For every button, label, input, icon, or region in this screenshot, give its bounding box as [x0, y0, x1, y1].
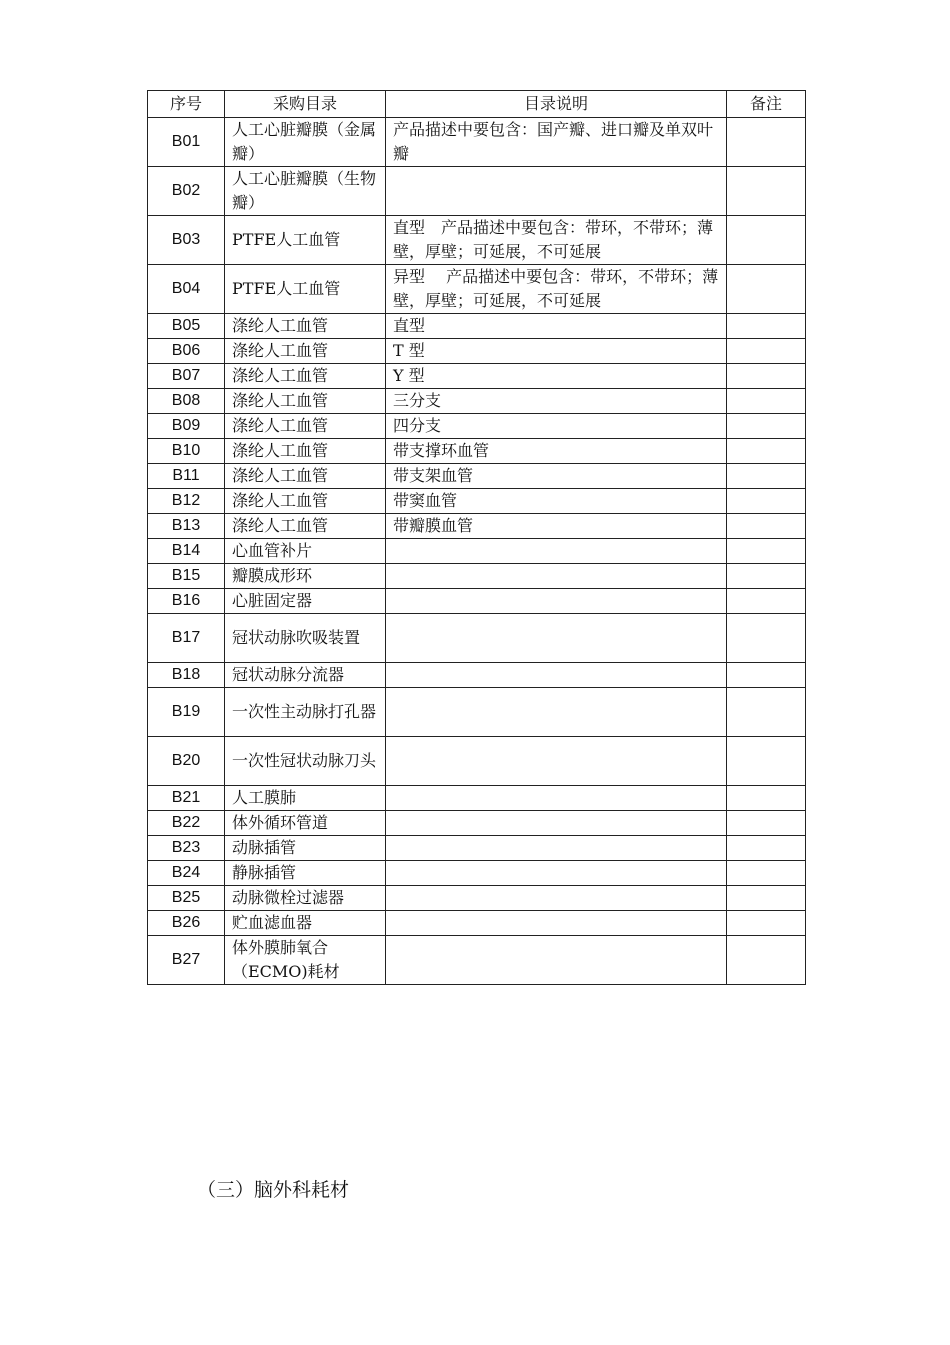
cell-desc	[386, 737, 727, 786]
cell-name: 人工心脏瓣膜（生物瓣）	[225, 167, 386, 216]
cell-code: B19	[148, 688, 225, 737]
cell-desc	[386, 564, 727, 589]
cell-note	[727, 414, 806, 439]
table-row	[148, 118, 806, 167]
cell-note	[727, 936, 806, 985]
cell-code: B14	[148, 539, 225, 564]
cell-name: 冠状动脉吹吸装置	[225, 614, 386, 663]
table-row	[148, 439, 806, 464]
table-row	[148, 811, 806, 836]
cell-name: 动脉插管	[225, 836, 386, 861]
cell-name: 瓣膜成形环	[225, 564, 386, 589]
cell-code: B02	[148, 167, 225, 216]
table-row	[148, 167, 806, 216]
cell-desc	[386, 167, 727, 216]
cell-code: B08	[148, 389, 225, 414]
cell-code: B18	[148, 663, 225, 688]
cell-name: 心血管补片	[225, 539, 386, 564]
header-name: 采购目录	[225, 91, 386, 118]
cell-desc	[386, 936, 727, 985]
cell-code: B15	[148, 564, 225, 589]
cell-code: B01	[148, 118, 225, 167]
cell-name: 涤纶人工血管	[225, 389, 386, 414]
cell-note	[727, 539, 806, 564]
cell-code: B27	[148, 936, 225, 985]
procurement-catalog-table	[147, 90, 806, 985]
cell-note	[727, 514, 806, 539]
table-row	[148, 464, 806, 489]
table-row	[148, 589, 806, 614]
cell-desc	[386, 811, 727, 836]
cell-note	[727, 489, 806, 514]
cell-code: B23	[148, 836, 225, 861]
cell-name: 涤纶人工血管	[225, 414, 386, 439]
table-row	[148, 861, 806, 886]
cell-note	[727, 564, 806, 589]
cell-name: 冠状动脉分流器	[225, 663, 386, 688]
cell-name: 人工心脏瓣膜（金属瓣）	[225, 118, 386, 167]
cell-note	[727, 688, 806, 737]
cell-code: B05	[148, 314, 225, 339]
table-row	[148, 514, 806, 539]
cell-name: 人工膜肺	[225, 786, 386, 811]
table-row	[148, 836, 806, 861]
cell-desc	[386, 886, 727, 911]
cell-name: 体外循环管道	[225, 811, 386, 836]
cell-code: B24	[148, 861, 225, 886]
cell-name: 贮血滤血器	[225, 911, 386, 936]
cell-code: B07	[148, 364, 225, 389]
cell-note	[727, 861, 806, 886]
cell-desc	[386, 911, 727, 936]
cell-desc: Y 型	[386, 364, 727, 389]
cell-note	[727, 439, 806, 464]
cell-note	[727, 786, 806, 811]
header-code: 序号	[148, 91, 225, 118]
cell-desc: 直型	[386, 314, 727, 339]
cell-name: 心脏固定器	[225, 589, 386, 614]
cell-note	[727, 836, 806, 861]
table-header-row	[148, 91, 806, 118]
table-row	[148, 614, 806, 663]
cell-note	[727, 911, 806, 936]
cell-desc: 异型 产品描述中要包含：带环，不带环；薄壁，厚壁；可延展，不可延展	[386, 265, 727, 314]
table-row	[148, 265, 806, 314]
cell-note	[727, 339, 806, 364]
cell-desc: 产品描述中要包含：国产瓣、进口瓣及单双叶瓣	[386, 118, 727, 167]
cell-note	[727, 614, 806, 663]
cell-name: PTFE人工血管	[225, 265, 386, 314]
cell-desc	[386, 836, 727, 861]
cell-note	[727, 464, 806, 489]
cell-desc	[386, 614, 727, 663]
cell-name: 涤纶人工血管	[225, 339, 386, 364]
cell-desc	[386, 539, 727, 564]
cell-code: B04	[148, 265, 225, 314]
table-row	[148, 539, 806, 564]
cell-name: 静脉插管	[225, 861, 386, 886]
cell-note	[727, 265, 806, 314]
cell-name: PTFE人工血管	[225, 216, 386, 265]
cell-code: B10	[148, 439, 225, 464]
cell-note	[727, 737, 806, 786]
cell-code: B25	[148, 886, 225, 911]
cell-code: B12	[148, 489, 225, 514]
cell-note	[727, 811, 806, 836]
cell-name: 涤纶人工血管	[225, 314, 386, 339]
cell-note	[727, 589, 806, 614]
table-row	[148, 737, 806, 786]
cell-code: B09	[148, 414, 225, 439]
cell-code: B11	[148, 464, 225, 489]
cell-code: B13	[148, 514, 225, 539]
cell-desc: 带窦血管	[386, 489, 727, 514]
cell-name: 涤纶人工血管	[225, 514, 386, 539]
table-row	[148, 688, 806, 737]
table-row	[148, 216, 806, 265]
cell-desc	[386, 589, 727, 614]
cell-desc: T 型	[386, 339, 727, 364]
table-row	[148, 786, 806, 811]
cell-name: 涤纶人工血管	[225, 439, 386, 464]
cell-note	[727, 364, 806, 389]
cell-note	[727, 167, 806, 216]
cell-code: B26	[148, 911, 225, 936]
cell-note	[727, 886, 806, 911]
cell-desc: 三分支	[386, 389, 727, 414]
table-row	[148, 364, 806, 389]
cell-code: B17	[148, 614, 225, 663]
header-desc: 目录说明	[386, 91, 727, 118]
table-body	[148, 118, 806, 985]
cell-note	[727, 389, 806, 414]
cell-desc	[386, 663, 727, 688]
cell-code: B22	[148, 811, 225, 836]
table-row	[148, 339, 806, 364]
table-row	[148, 414, 806, 439]
cell-code: B03	[148, 216, 225, 265]
cell-desc	[386, 861, 727, 886]
cell-code: B16	[148, 589, 225, 614]
section-heading: （三）脑外科耗材	[197, 1179, 350, 1201]
cell-name: 涤纶人工血管	[225, 464, 386, 489]
cell-note	[727, 314, 806, 339]
cell-name: 一次性主动脉打孔器	[225, 688, 386, 737]
cell-desc: 直型 产品描述中要包含：带环，不带环；薄壁，厚壁；可延展，不可延展	[386, 216, 727, 265]
table-row	[148, 886, 806, 911]
table-row	[148, 489, 806, 514]
table-row	[148, 936, 806, 985]
cell-note	[727, 216, 806, 265]
cell-code: B20	[148, 737, 225, 786]
cell-name: 一次性冠状动脉刀头	[225, 737, 386, 786]
cell-code: B21	[148, 786, 225, 811]
table-row	[148, 663, 806, 688]
cell-desc: 带支撑环血管	[386, 439, 727, 464]
cell-name: 体外膜肺氧合（ECMO)耗材	[225, 936, 386, 985]
cell-desc: 带瓣膜血管	[386, 514, 727, 539]
cell-desc: 四分支	[386, 414, 727, 439]
cell-name: 动脉微栓过滤器	[225, 886, 386, 911]
cell-code: B06	[148, 339, 225, 364]
table-row	[148, 389, 806, 414]
cell-name: 涤纶人工血管	[225, 489, 386, 514]
cell-desc	[386, 786, 727, 811]
cell-note	[727, 663, 806, 688]
cell-note	[727, 118, 806, 167]
cell-desc: 带支架血管	[386, 464, 727, 489]
header-note: 备注	[727, 91, 806, 118]
table-row	[148, 911, 806, 936]
table-row	[148, 314, 806, 339]
table-row	[148, 564, 806, 589]
cell-desc	[386, 688, 727, 737]
cell-name: 涤纶人工血管	[225, 364, 386, 389]
